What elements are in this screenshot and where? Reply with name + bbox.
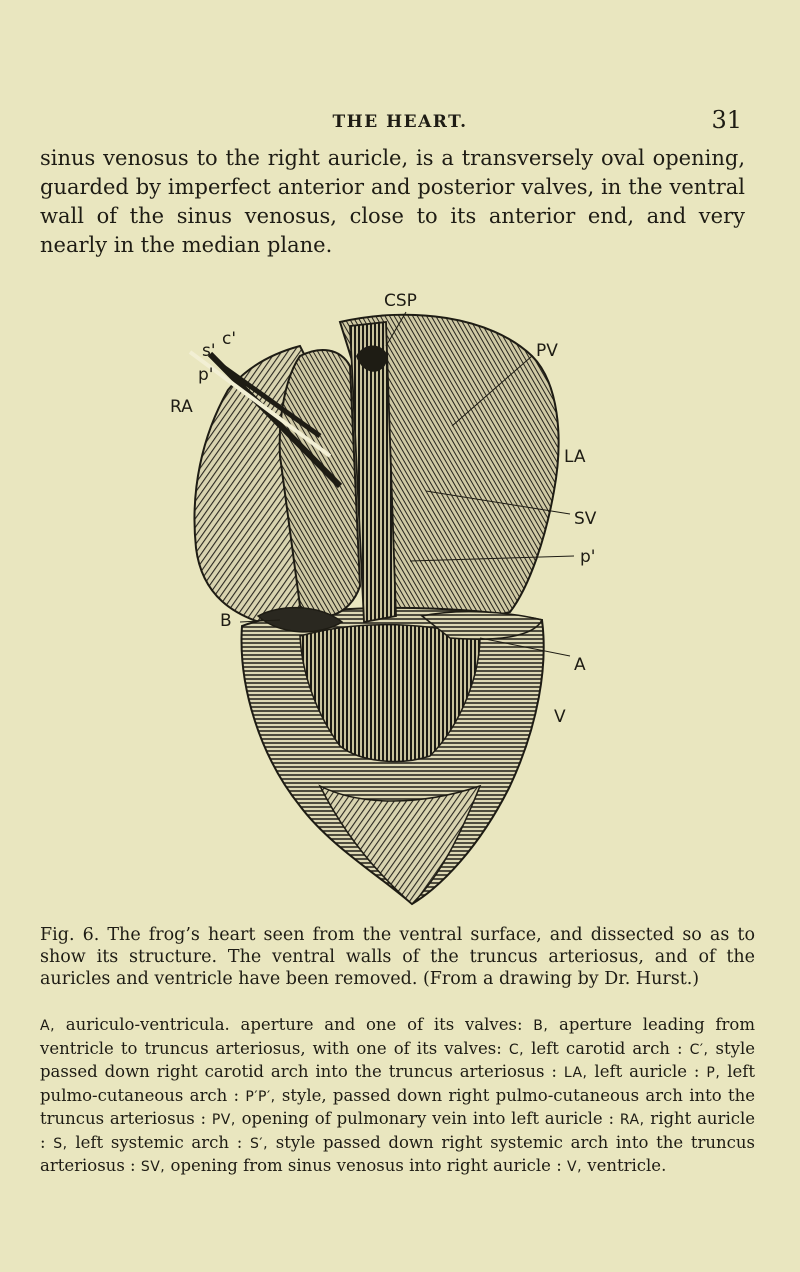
- legend-entry: [567, 1156, 666, 1175]
- legend-text: right auricle :: [40, 1109, 756, 1152]
- label-csp: CSP: [384, 291, 417, 311]
- legend-entry: [509, 1039, 690, 1058]
- legend-key: B,: [533, 1018, 549, 1034]
- legend-key: V,: [567, 1159, 583, 1175]
- heart-figure: [150, 286, 630, 918]
- running-head: THE HEART.: [332, 112, 468, 132]
- legend-key: C,: [508, 1041, 525, 1058]
- label-a: A: [574, 655, 586, 675]
- label-la: LA: [564, 447, 586, 467]
- legend-text: style passed down right systemic arch into the truncus arteriosus :: [40, 1132, 755, 1175]
- legend-text: opening from sinus venosus into right auricle :: [165, 1156, 567, 1175]
- label-b: B: [220, 611, 232, 631]
- legend-entry: [40, 1015, 533, 1034]
- label-sv: SV: [574, 509, 597, 529]
- label-ra: RA: [170, 397, 193, 417]
- legend-key: SV,: [140, 1159, 166, 1175]
- legend-key: PV,: [211, 1112, 236, 1128]
- figure-caption: Fig. 6. The frog’s heart seen from the ventral surface, and dissected so as to show its structure. The ventral walls of the truncus arteriosus, and of the auricles and ventricle have been removed. (From a drawing by Dr. Hurst.): [40, 925, 755, 989]
- legend-text: ventricle.: [582, 1156, 667, 1175]
- legend-text: style, passed down right pulmo-cutaneous arch into the truncus arteriosus :: [40, 1085, 755, 1128]
- label-pv: PV: [536, 341, 558, 361]
- legend-key: LA,: [563, 1065, 588, 1081]
- page-number: 31: [711, 106, 742, 134]
- label-c-prime: c': [222, 329, 237, 349]
- legend-key: S′,: [250, 1135, 269, 1152]
- legend-text: opening of pulmonary vein into left auricle :: [235, 1109, 620, 1128]
- body-paragraph: sinus venosus to the right auricle, is a transversely oval opening, guarded by imperfect anterior and posterior valves, in the ventral wall of the sinus venosus, close to its anterior end, and very nearly in the median plane.: [40, 146, 745, 257]
- legend-key: P′P′,: [245, 1088, 276, 1105]
- label-v: V: [554, 707, 566, 727]
- legend-entry: [212, 1109, 620, 1128]
- legend-key: A,: [40, 1018, 56, 1034]
- label-p-prime-left: p': [198, 365, 214, 385]
- legend-text: left systemic arch :: [67, 1132, 251, 1152]
- legend-entry: [53, 1133, 250, 1152]
- legend-key: C′,: [689, 1041, 709, 1058]
- legend-key: RA,: [619, 1112, 645, 1128]
- figure-legend: [40, 1014, 755, 1179]
- legend-entry: [564, 1062, 707, 1081]
- legend-text: style passed down right carotid arch into the truncus arteriosus :: [40, 1038, 755, 1081]
- heart-illustration: [150, 286, 630, 918]
- page-header: [0, 106, 800, 136]
- legend-text: left pulmo-cutaneous arch :: [40, 1062, 755, 1105]
- legend-key: S,: [53, 1135, 68, 1152]
- legend-text: aperture leading from ventricle to truncus arteriosus, with one of its valves:: [40, 1015, 755, 1058]
- label-s-prime: s': [202, 341, 216, 361]
- label-p-prime-right: p': [580, 547, 596, 567]
- legend-text: left carotid arch :: [524, 1038, 690, 1058]
- legend-key: P,: [706, 1065, 721, 1081]
- legend-text: auriculo-ventricula. aperture and one of its valves:: [55, 1015, 534, 1034]
- legend-entry: [141, 1156, 567, 1175]
- legend-text: left auricle :: [587, 1062, 707, 1081]
